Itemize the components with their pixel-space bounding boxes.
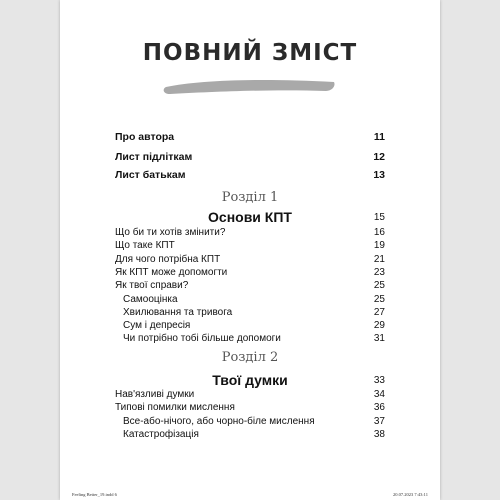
toc-subentry[interactable] — [115, 306, 385, 320]
toc-entry[interactable] — [115, 239, 385, 253]
section-title-label: Твої думки — [212, 372, 288, 388]
toc-entry[interactable] — [115, 401, 385, 415]
toc-entry-label: Як КПТ може допомогти — [115, 267, 228, 278]
toc-page-number: 11 — [373, 131, 385, 143]
toc-front-entry[interactable] — [115, 150, 385, 164]
toc-page-number: 31 — [373, 333, 385, 344]
toc-entry[interactable] — [115, 266, 385, 280]
toc-entry-label: Все-або-нічого, або чорно-біле мислення — [123, 416, 315, 427]
toc-entry-label: Лист батькам — [115, 169, 186, 181]
toc-subentry[interactable] — [115, 293, 385, 307]
toc-page-number: 12 — [373, 151, 385, 163]
toc-page-number: 23 — [373, 267, 385, 278]
book-page — [60, 0, 440, 500]
toc-entry-label: Хвилювання та тривога — [123, 307, 233, 318]
toc-subentry[interactable] — [115, 415, 385, 429]
toc-page-number: 19 — [373, 240, 385, 251]
toc-page-number: 37 — [373, 416, 385, 427]
toc-entry-label: Чи потрібно тобі більше допомоги — [123, 333, 281, 344]
toc-page-number: 36 — [373, 402, 385, 413]
section-heading[interactable] — [115, 208, 385, 226]
toc-page-number: 25 — [373, 294, 385, 305]
toc-entry-label: Типові помилки мислення — [115, 402, 235, 413]
toc-entry-label: Сум і депресія — [123, 320, 191, 331]
toc-entry-label: Нав'язливі думки — [115, 389, 195, 400]
toc-page-number: 29 — [373, 320, 385, 331]
toc-entry[interactable] — [115, 279, 385, 293]
toc-entry-label: Катастрофізація — [123, 429, 199, 440]
page-title: ПОВНИЙ ЗМІСТ — [142, 40, 358, 66]
toc-page-number: 21 — [373, 254, 385, 265]
section-tag: Розділ 1 — [221, 190, 279, 205]
toc-entry-label: Що таке КПТ — [115, 240, 175, 251]
toc-page-number: 34 — [373, 389, 385, 400]
toc-page-number: 16 — [373, 227, 385, 238]
toc-subentry[interactable] — [115, 428, 385, 442]
toc-page-number: 38 — [373, 429, 385, 440]
toc-subentry[interactable] — [115, 319, 385, 333]
toc-entry-label: Самооцінка — [123, 294, 178, 305]
print-slug-left: Feeling Better_19.indd 6 — [72, 492, 117, 497]
toc-entry-label: Що би ти хотів змінити? — [115, 227, 226, 238]
toc-entry-label: Як твої справи? — [115, 280, 189, 291]
toc-entry-label: Лист підліткам — [115, 151, 193, 163]
toc-entry[interactable] — [115, 253, 385, 267]
toc-page-number: 25 — [373, 280, 385, 291]
toc-front-entry[interactable] — [115, 168, 385, 182]
toc-entry[interactable] — [115, 226, 385, 240]
toc-page-number: 13 — [373, 169, 385, 181]
section-tag: Розділ 2 — [221, 350, 279, 365]
toc-entry-label: Про автора — [115, 131, 175, 143]
toc-entry-label: Для чого потрібна КПТ — [115, 254, 221, 265]
section-heading[interactable] — [115, 371, 385, 389]
toc-page-number: 33 — [373, 375, 385, 386]
section-title-label: Основи КПТ — [208, 209, 292, 225]
brush-stroke-decoration — [160, 72, 340, 98]
toc-subentry[interactable] — [115, 332, 385, 346]
toc-page-number: 27 — [373, 307, 385, 318]
print-slug-right: 20.07.2023 7:43:11 — [393, 492, 428, 497]
toc-entry[interactable] — [115, 388, 385, 402]
toc-page-number: 15 — [373, 212, 385, 223]
toc-front-entry[interactable] — [115, 130, 385, 144]
